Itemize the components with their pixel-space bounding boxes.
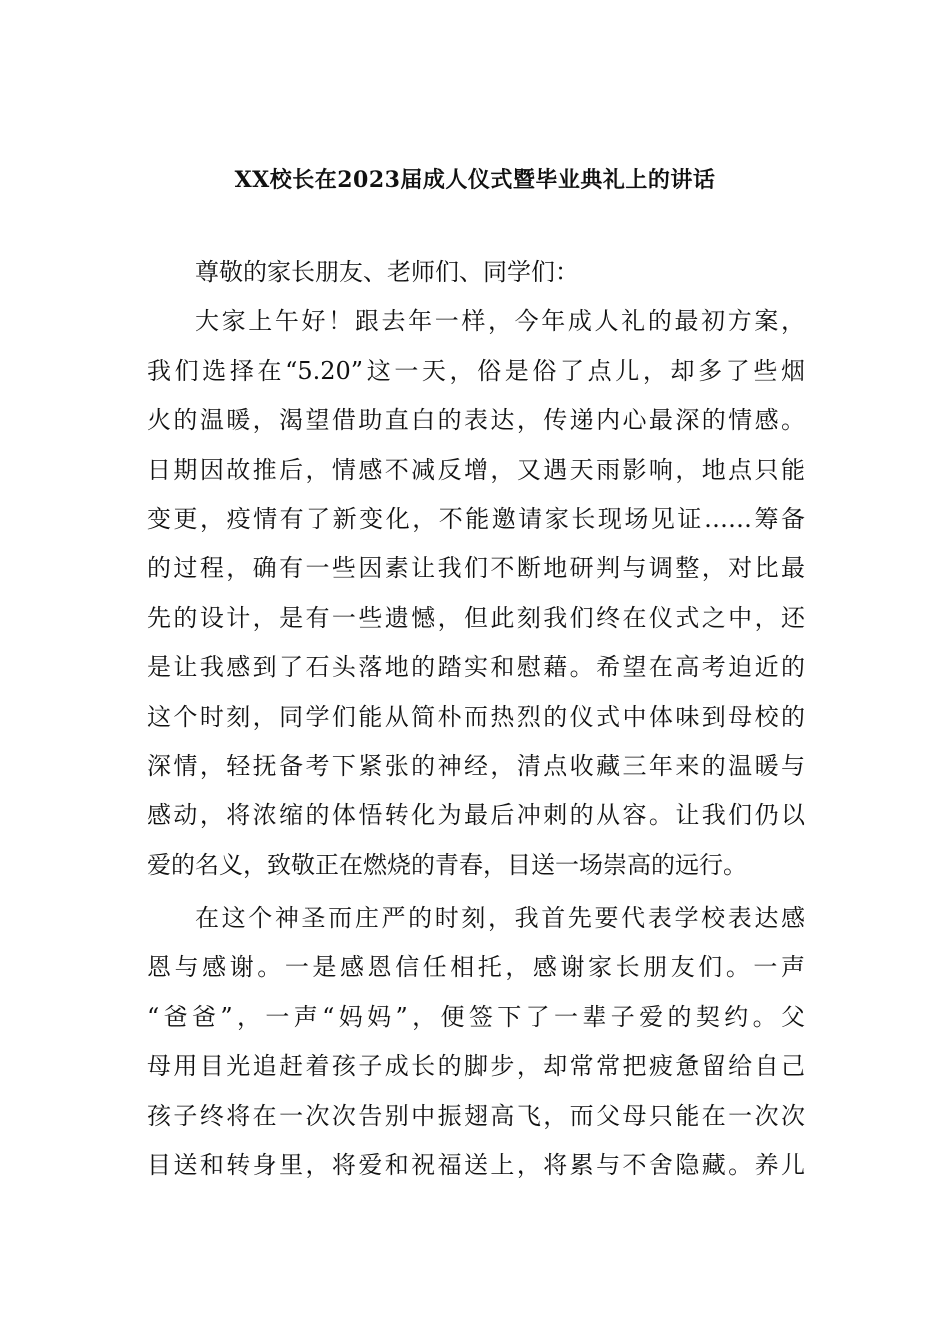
- paragraph-1-line: 我们选择在“5.20”这一天，俗是俗了点儿，却多了些烟: [147, 356, 805, 385]
- paragraph-2-line: 恩与感谢。一是感恩信任相托，感谢家长朋友们。一声: [147, 953, 805, 982]
- paragraph-1-line: 变更，疫情有了新变化，不能邀请家长现场见证……筹备: [147, 504, 805, 533]
- paragraph-1-line: 这个时刻，同学们能从简朴而热烈的仪式中体味到母校的: [147, 702, 805, 731]
- paragraph-1-line: 爱的名义，致敬正在燃烧的青春，目送一场崇高的远行。: [147, 850, 747, 879]
- paragraph-1-line: 日期因故推后，情感不减反增，又遇天雨影响，地点只能: [147, 455, 805, 484]
- paragraph-1-line: 火的温暖，渴望借助直白的表达，传递内心最深的情感。: [147, 406, 805, 435]
- paragraph-1-line: 大家上午好！跟去年一样，今年成人礼的最初方案，: [195, 307, 805, 336]
- paragraph-2-line: 目送和转身里，将爱和祝福送上，将累与不舍隐藏。养儿: [147, 1151, 805, 1180]
- paragraph-1-line: 的过程，确有一些因素让我们不断地研判与调整，对比最: [147, 554, 805, 583]
- paragraph-2-line: 母用目光追赶着孩子成长的脚步，却常常把疲惫留给自己: [147, 1052, 805, 1081]
- paragraph-2-line: 在这个神圣而庄严的时刻，我首先要代表学校表达感: [195, 904, 805, 933]
- document-title: XX校长在2023届成人仪式暨毕业典礼上的讲话: [234, 167, 716, 193]
- paragraph-1: [147, 297, 805, 890]
- salutation: 尊敬的家长朋友、老师们、同学们：: [195, 258, 579, 286]
- paragraph-1-line: 深情，轻抚备考下紧张的神经，清点收藏三年来的温暖与: [147, 751, 805, 780]
- paragraph-2: [147, 894, 805, 1190]
- paragraph-2-line: “爸爸”，一声“妈妈”，便签下了一辈子爱的契约。父: [147, 1002, 805, 1031]
- paragraph-2-line: 孩子终将在一次次告别中振翅高飞，而父母只能在一次次: [147, 1101, 805, 1130]
- paragraph-1-line: 感动，将浓缩的体悟转化为最后冲刺的从容。让我们仍以: [147, 801, 805, 830]
- paragraph-1-line: 是让我感到了石头落地的踏实和慰藉。希望在高考迫近的: [147, 653, 805, 682]
- paragraph-1-line: 先的设计，是有一些遗憾，但此刻我们终在仪式之中，还: [147, 603, 805, 632]
- document-body: [147, 248, 805, 1190]
